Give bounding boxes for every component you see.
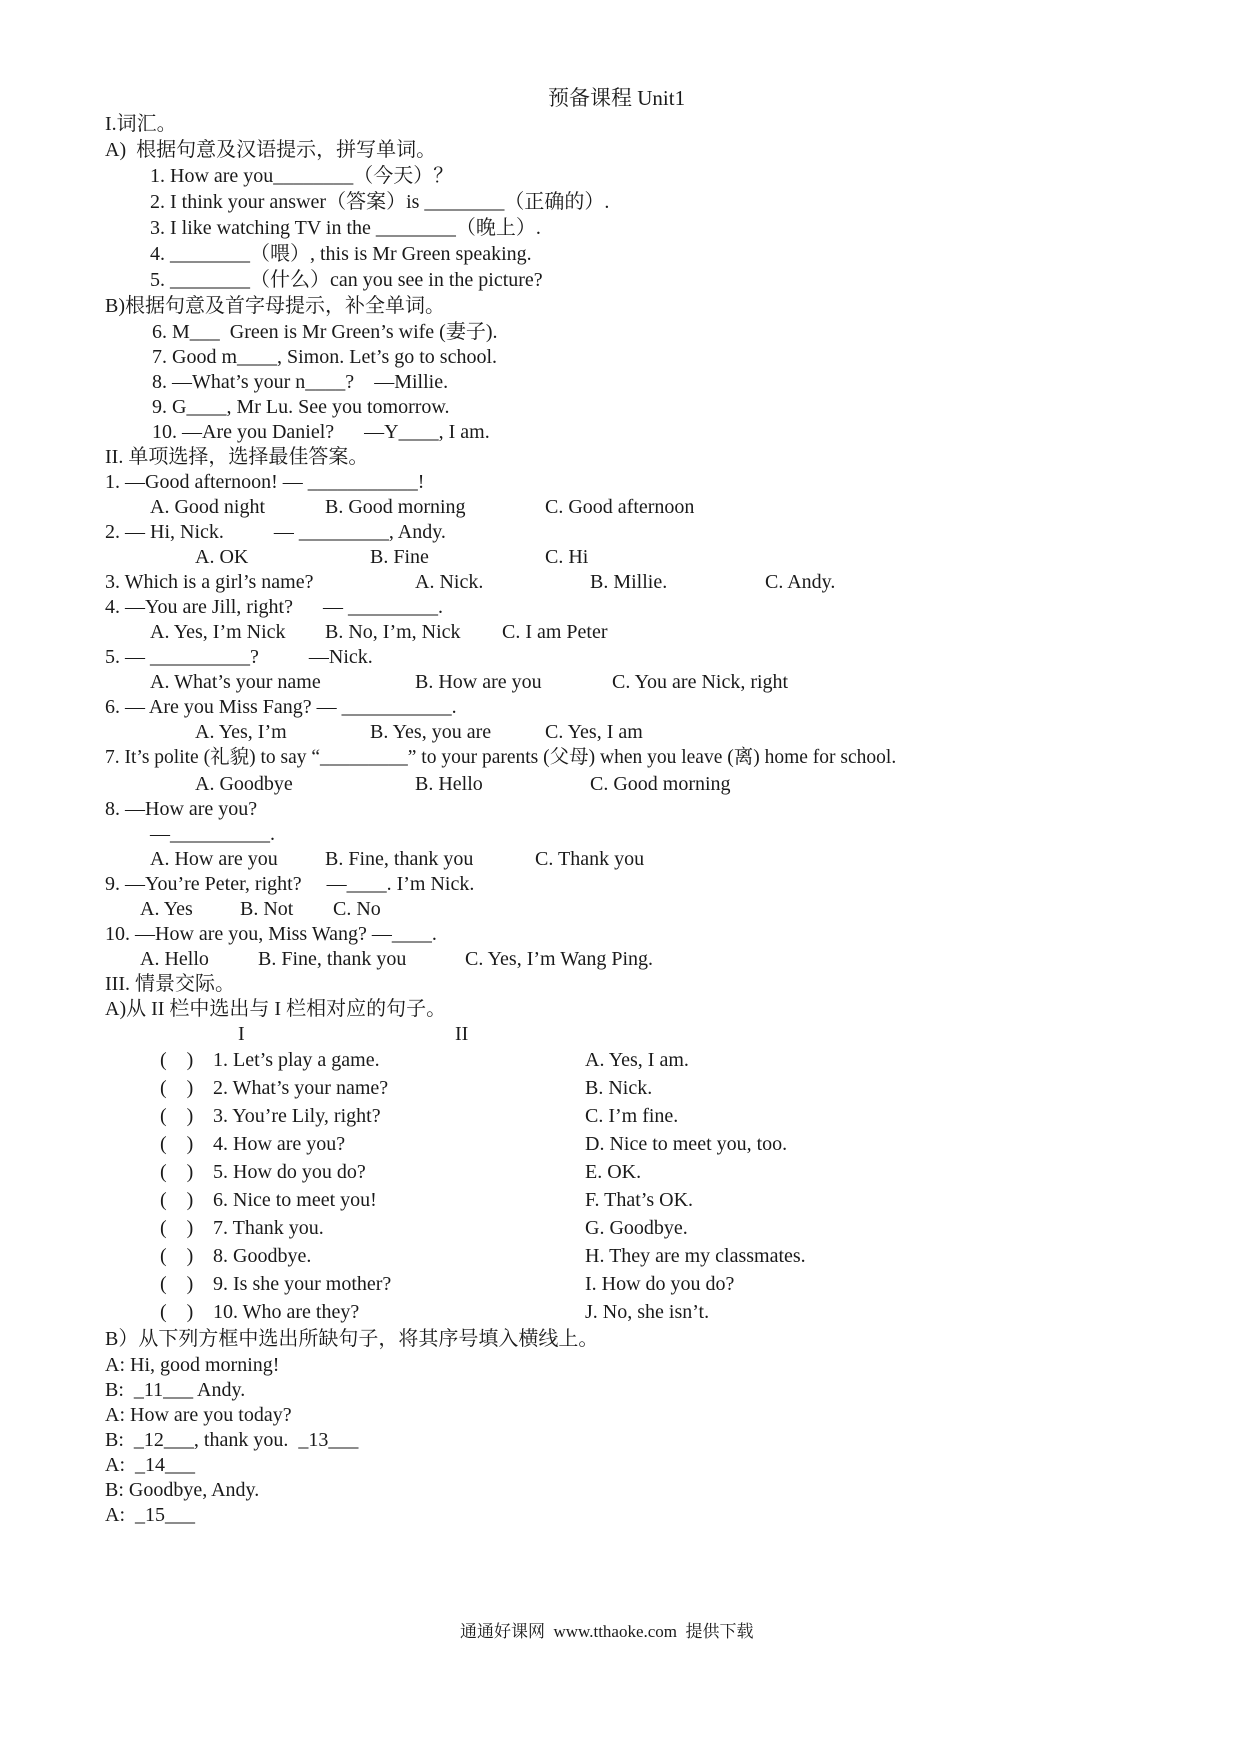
match-col2-item: D. Nice to meet you, too. <box>585 1133 788 1155</box>
dialogue-line: B: Goodbye, Andy. <box>105 1479 260 1501</box>
mc-question: 7. It’s polite (礼貌) to say “_________” to your parents (父母) when you leave (离) home for school. <box>105 747 897 768</box>
match-col1-item: 6. Nice to meet you! <box>213 1189 377 1211</box>
answer-paren: ( ) <box>160 1077 194 1099</box>
mc-option: A. OK <box>195 546 249 568</box>
mc-option: A. How are you <box>150 848 278 870</box>
dialogue-line: A: Hi, good morning! <box>105 1354 280 1376</box>
mc-option: B. Hello <box>415 773 483 795</box>
dialogue-line: B: _12___, thank you. _13___ <box>105 1429 359 1451</box>
mc-option: B. How are you <box>415 671 542 693</box>
answer-paren: ( ) <box>160 1133 194 1155</box>
mc-option: C. No <box>333 898 381 920</box>
answer-paren: ( ) <box>160 1217 194 1239</box>
dialogue-line: B: _11___ Andy. <box>105 1379 246 1401</box>
vocab-a-item: 1. How are you________（今天）？ <box>150 165 454 187</box>
match-col2-item: A. Yes, I am. <box>585 1049 689 1071</box>
mc-option: C. Andy. <box>765 571 836 593</box>
mc-option: B. Fine, thank you <box>258 948 407 970</box>
match-col1-item: 9. Is she your mother? <box>213 1273 392 1295</box>
section-1a-heading: A) 根据句意及汉语提示，拼写单词。 <box>105 139 437 161</box>
mc-option: A. Hello <box>140 948 209 970</box>
mc-question: 6. — Are you Miss Fang? — ___________. <box>105 696 457 718</box>
match-col1-item: 10. Who are they? <box>213 1301 360 1323</box>
section-1-heading: I.词汇。 <box>105 113 177 135</box>
vocab-b-item: 6. M___ Green is Mr Green’s wife (妻子). <box>152 321 498 343</box>
answer-paren: ( ) <box>160 1105 194 1127</box>
match-col2-item: B. Nick. <box>585 1077 653 1099</box>
mc-option: C. I am Peter <box>502 621 608 643</box>
mc-option: A. Good night <box>150 496 265 518</box>
answer-paren: ( ) <box>160 1245 194 1267</box>
column-2-label: II <box>455 1023 469 1045</box>
section-2-heading: II. 单项选择，选择最佳答案。 <box>105 446 369 468</box>
mc-option: A. Yes <box>140 898 193 920</box>
answer-paren: ( ) <box>160 1189 194 1211</box>
vocab-b-item: 7. Good m____, Simon. Let’s go to school. <box>152 346 497 368</box>
mc-option: A. Yes, I’m Nick <box>150 621 286 643</box>
section-3-heading: III. 情景交际。 <box>105 973 235 995</box>
dialogue-line: A: How are you today? <box>105 1404 292 1426</box>
match-col2-item: G. Goodbye. <box>585 1217 688 1239</box>
mc-option: C. Good afternoon <box>545 496 695 518</box>
vocab-a-item: 4. ________（喂）, this is Mr Green speaking. <box>150 243 532 265</box>
mc-option: C. Good morning <box>590 773 731 795</box>
mc-question: 10. —How are you, Miss Wang? —____. <box>105 923 437 945</box>
match-col2-item: C. I’m fine. <box>585 1105 679 1127</box>
dialogue-line: A: _14___ <box>105 1454 195 1476</box>
mc-option: B. Millie. <box>590 571 668 593</box>
mc-question: 8. —How are you? <box>105 798 258 820</box>
mc-question: 1. —Good afternoon! — ___________! <box>105 471 425 493</box>
mc-question: 4. —You are Jill, right? — _________. <box>105 596 443 618</box>
match-col1-item: 7. Thank you. <box>213 1217 324 1239</box>
match-col1-item: 2. What’s your name? <box>213 1077 389 1099</box>
section-3a-heading: A)从 II 栏中选出与 I 栏相对应的句子。 <box>105 998 447 1020</box>
mc-option: C. Yes, I am <box>545 721 643 743</box>
vocab-b-item: 9. G____, Mr Lu. See you tomorrow. <box>152 396 450 418</box>
page-title: 预备课程 Unit1 <box>548 86 686 110</box>
mc-option: A. What’s your name <box>150 671 321 693</box>
match-col2-item: I. How do you do? <box>585 1273 735 1295</box>
vocab-a-item: 5. ________（什么）can you see in the picture? <box>150 269 543 291</box>
footer-text: 通通好课网 www.tthaoke.com 提供下载 <box>460 1622 754 1641</box>
match-col1-item: 4. How are you? <box>213 1133 346 1155</box>
mc-option: A. Nick. <box>415 571 484 593</box>
mc-option: C. Yes, I’m Wang Ping. <box>465 948 654 970</box>
vocab-b-item: 8. —What’s your n____? —Millie. <box>152 371 449 393</box>
vocab-b-item: 10. —Are you Daniel? —Y____, I am. <box>152 421 490 443</box>
mc-option: A. Yes, I’m <box>195 721 287 743</box>
match-col2-item: H. They are my classmates. <box>585 1245 806 1267</box>
mc-option: B. Fine <box>370 546 429 568</box>
section-1b-heading: B)根据句意及首字母提示，补全单词。 <box>105 295 445 317</box>
dialogue-line: A: _15___ <box>105 1504 195 1526</box>
vocab-a-item: 3. I like watching TV in the ________（晚上）. <box>150 217 541 239</box>
mc-question: 9. —You’re Peter, right? —____. I’m Nick. <box>105 873 475 895</box>
mc-option: C. Thank you <box>535 848 645 870</box>
mc-option: B. Fine, thank you <box>325 848 474 870</box>
mc-option: B. Yes, you are <box>370 721 492 743</box>
section-3b-heading: B）从下列方框中选出所缺句子，将其序号填入横线上。 <box>105 1328 599 1350</box>
mc-option: B. Good morning <box>325 496 466 518</box>
mc-option: C. You are Nick, right <box>612 671 789 693</box>
mc-option: C. Hi <box>545 546 589 568</box>
match-col2-item: J. No, she isn’t. <box>585 1301 710 1323</box>
column-1-label: I <box>238 1023 245 1045</box>
mc-question: 3. Which is a girl’s name? <box>105 571 314 593</box>
answer-paren: ( ) <box>160 1049 194 1071</box>
mc-option: B. No, I’m, Nick <box>325 621 461 643</box>
match-col2-item: F. That’s OK. <box>585 1189 694 1211</box>
answer-paren: ( ) <box>160 1161 194 1183</box>
answer-paren: ( ) <box>160 1301 194 1323</box>
match-col1-item: 8. Goodbye. <box>213 1245 312 1267</box>
mc-question: 2. — Hi, Nick. — _________, Andy. <box>105 521 446 543</box>
match-col2-item: E. OK. <box>585 1161 642 1183</box>
mc-question: 5. — __________? —Nick. <box>105 646 373 668</box>
match-col1-item: 3. You’re Lily, right? <box>213 1105 381 1127</box>
match-col1-item: 5. How do you do? <box>213 1161 366 1183</box>
vocab-a-item: 2. I think your answer（答案）is ________（正确的）. <box>150 191 610 213</box>
mc-answer-line: —__________. <box>150 823 275 845</box>
answer-paren: ( ) <box>160 1273 194 1295</box>
mc-option: A. Goodbye <box>195 773 293 795</box>
match-col1-item: 1. Let’s play a game. <box>213 1049 380 1071</box>
mc-option: B. Not <box>240 898 294 920</box>
